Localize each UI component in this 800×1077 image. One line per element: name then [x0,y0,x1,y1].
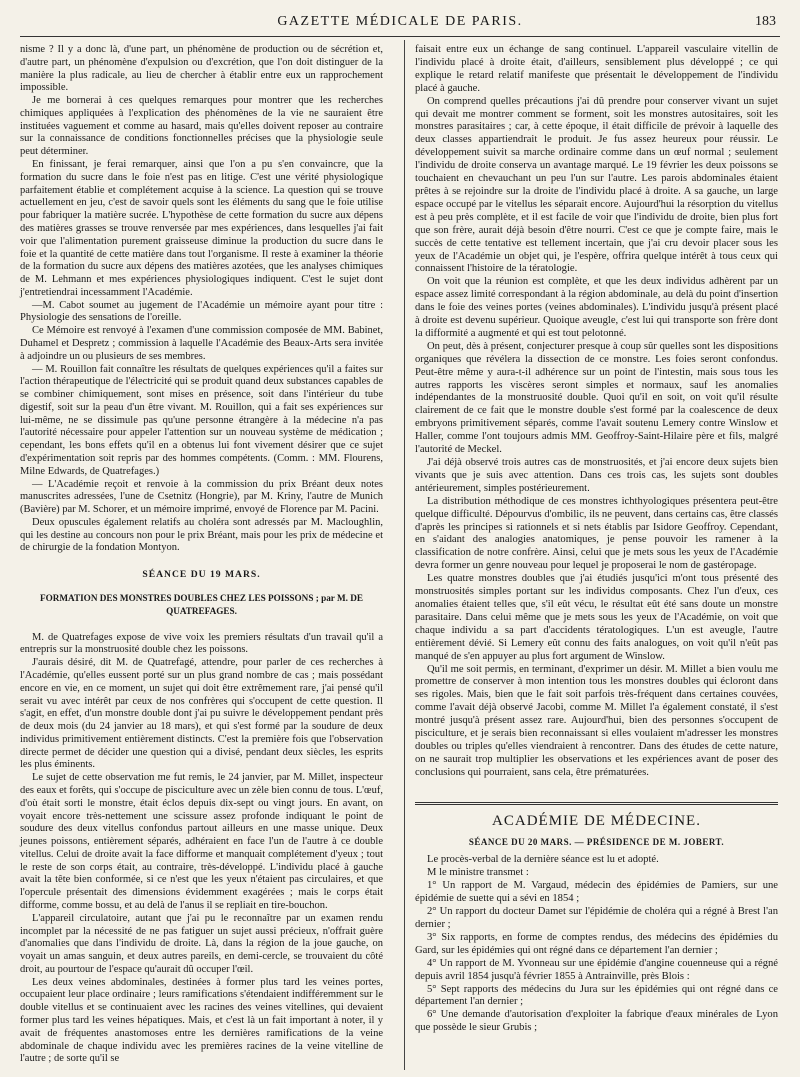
paragraph: J'ai déjà observé trois autres cas de monstruosités, et j'ai encore deux sujets bien vivants que je suis avec attention. Dans ces trois cas, les sujets sont doubles antérieurement, simples postérieurement. [415,457,778,494]
newspaper-page [20,0,780,1077]
page-header [20,14,780,37]
paragraph: Qu'il me soit permis, en terminant, d'exprimer un désir. M. Millet a bien voulu me promettre de conserver à mon intention tous les monstres doubles qui écloront dans ses rigoles. Mais, bien que le fait soit parfois très-fréquent dans certaines couvées, comme l'avait déjà observé Jacobi, comme M. Millet l'a également constaté, il s'est montré jusqu'à présent assez rare. Aujourd'hui, bien des personnes s'occupent de pisciculture, et je serais bien reconnaissant si elles voulaient m'adresser les monstres doubles ou triples qu'elles viendraient à rencontrer. Dans des études de cette nature, on ne saurait trop multiplier les observations et les expériences avant de poser des conclusions qui pourraient, sans cela, être prématurées. [415,663,778,778]
paragraph: — L'Académie reçoit et renvoie à la commission du prix Bréant deux notes manuscrites adressées, l'une de Csetnitz (Hongrie), par M. Kriny, l'autre de Munich (Bavière) par M. Schorer, et un mémoire imprimé, envoyé de Florence par M. Pacini. [20,478,383,516]
paragraph: On voit que la réunion est complète, et que les deux individus adhèrent par un espace assez limité correspondant à la région abdominale, au delà du point d'insertion dans le foie des veines portes (veines abdominales). L'individu jusqu'à présent placé à droite est devenu supérieur. Quoique aveugle, c'est lui qui transporte son frère dont la difformité a augmenté et qui est tout pelotonné. [415,276,778,339]
right-column [415,44,778,1035]
paragraph: En finissant, je ferai remarquer, ainsi que l'on a pu s'en convaincre, que la formation du sucre dans le foie n'est pas en litige. C'est une vérité physiologique parfaitement établie et complétement acquise à la science. La question qui se trouve actuellement en jeu, c'est de savoir quels sont les éléments du sang que le foie utilise pour fabriquer la matière sucrée. L'hypothèse de cette formation du sucre aux dépens des matières grasses se trouve renversée par mes expériences, dans lesquelles j'ai fait voir que l'alimentation purement graisseuse diminue la production du sucre dans le foie et la quantité de cette matière dans tout l'organisme. Il reste à examiner la théorie de la formation du sucre aux dépens des matières azotées, que les analyses chimiques de M. Lehmann et mes expériences physiologiques indiquent. C'est le sujet dont j'entretiendrai incessamment l'Académie. [20,159,383,298]
paragraph: Les deux veines abdominales, destinées à former plus tard les veines portes, occupaient leur place ordinaire ; leurs ramifications s'étendaient indifféremment sur le double vitellus et se continuaient avec les racines des veines vitellines, qui devaient former plus tard les veines hépatiques. Mais, et c'est là un fait important à noter, il y avait de fréquentes anastomoses entre les dernières ramifications de la veine abdominale de chaque individu avec les premières racines de la veine vitelline de l'autre ; de sorte qu'il se [20,976,383,1065]
list-item: 6° Une demande d'autorisation d'exploiter la fabrique d'eaux minérales de Lyon que possède le sieur Grubis ; [415,1009,778,1034]
list-item: 2° Un rapport du docteur Damet sur l'épidémie de choléra qui a régné à Brest l'an dernier ; [415,906,778,930]
list-item: Le procès-verbal de la dernière séance est lu et adopté. [427,854,659,866]
paragraph: Deux opuscules également relatifs au choléra sont adressés par M. Macloughlin, qui les destine au concours non pour le prix Bréant, mais pour les prix de médecine et de chirurgie de la fondation Montyon. [20,516,383,554]
session-heading: SÉANCE DU 19 MARS. [142,569,261,581]
list-item: M le ministre transmet : [427,867,529,879]
paragraph: Ce Mémoire est renvoyé à l'examen d'une commission composée de MM. Babinet, Duhamel et Despretz ; commission à laquelle l'Académie des Beaux-Arts sera invitée à adjoindre un ou plusieurs de ses membres. [20,325,383,362]
page-number: 183 [755,14,776,29]
paragraph: L'appareil circulatoire, autant que j'ai pu le reconnaître par un examen rendu incomplet par la nécessité de ne pas fatiguer un sujet aussi précieux, n'offrait guère d'anomalies que dans l'individu de droite. Là, dans la région de la joue gauche, on voyait un amas sanguin, et deux autres pareils, en demi-cercle, se trouvaient du côté droit, au pourtour de l'espace qu'aurait dû occuper l'œil. [20,912,383,975]
section-title: FORMATION DES MONSTRES DOUBLES CHEZ LES POISSONS ; par M. DE QUATREFAGES. [39,593,364,616]
list-item: 5° Sept rapports des médecins du Jura sur les épidémies qui ont régné dans ce département l'an dernier ; [415,983,778,1008]
paragraph: Les quatre monstres doubles que j'ai étudiés jusqu'ici m'ont tous présenté des monstruosités simples portant sur les individus composants. Chez l'un d'eux, ces anomalies étaient telles que, s'il eût vécu, le résultat eût été sans doute un monstre parasitaire. Dans celui même que je mets sous les yeux de l'Académie, on voit que chaque individu a sa part d'accidents tératologiques. L'un est aveugle, l'autre entièrement dévié. Si Lemery eût connu des faits analogues, on voit qu'il n'eût pas manqué de s'en appuyer au plus fort argument de Winslow. [415,573,778,662]
paragraph: nisme ? Il y a donc là, d'une part, un phénomène de production ou de sécrétion et, d'autre part, un phénomène d'expulsion ou d'excrétion, que l'on doit distinguer de la manière la plus radicale, au lieu de chercher à établir entre eux un rapprochement impossible. [20,44,383,94]
list-item: 4° Un rapport de M. Yvonneau sur une épidémie d'angine couenneuse qui a régné depuis avril 1854 jusqu'à février 1855 à Antrainville, près Blois : [415,957,778,982]
paragraph: M. de Quatrefages expose de vive voix les premiers résultats d'un travail qu'il a entrepris sur la monstruosité double chez les poissons. [20,631,383,656]
list-item: 3° Six rapports, en forme de comptes rendus, des médecins des épidémies du Gard, sur les épidémies qui ont régné dans ce département l'an dernier ; [415,931,778,956]
list-item: 1° Un rapport de M. Vargaud, médecin des épidémies de Pamiers, sur une épidémie de suette qui a sévi en 1854 ; [415,880,778,905]
paragraph: Je me bornerai à ces quelques remarques pour montrer que les recherches chimiques appliquées à l'explication des phénomènes de la vie ne sauraient être instituées vaguement et comme au hasard, mais qu'elles doivent reposer au contraire sur la connaissance de conditions fonctionnelles précises que la physiologie seule peut déterminer. [20,95,383,158]
paragraph: Le sujet de cette observation me fut remis, le 24 janvier, par M. Millet, inspecteur des eaux et forêts, qui s'occupe de pisciculture avec un zèle bien connu de tous. L'œuf, d'où était sorti le monstre, était éclos depuis dix-sept ou vingt jours. En avant, on voyait encore très-nettement une scissure assez profonde indiquant le point de soudure des deux vitellus confondus partout ailleurs en une masse unique. Deux jeunes poissons, entièrement séparés, adhéraient en face l'un de l'autre à ce double vitellus. Celui de droite avait la face difforme et manquait complétement d'yeux ; tout le reste de son corps était, au contraire, très-développé. L'individu placé à gauche avait la tête bien conformée, si ce n'est que les yeux n'étaient pas circulaires, et que l'opercule présentait des dimensions évidemment exagérées ; mais le corps était difforme, comme bossu, et au delà de l'anus il se repliait en tire-bouchon. [20,772,383,911]
left-column [20,44,383,1066]
paragraph: J'aurais désiré, dit M. de Quatrefagé, attendre, pour parler de ces recherches à l'Académie, qu'elles eussent porté sur un plus grand nombre de cas ; mais possédant encore en vie, en ce moment, un sujet qui doit être extrêmement rare, j'ai pensé qu'il serait vu avec intérêt par ceux de nos confrères qui s'occupent de cette question. Il s'agit, en effet, d'un monstre double dont j'ai pu suivre le développement pendant près de deux mois (du 24 janvier au 18 mars), et qui s'est formé par la soudure de deux individus primitivement entièrement distincts. C'est la première fois que l'observation directe permet de décider une question qui a divisé, pendant deux siècles, les esprits les plus éminents. [20,657,383,771]
paragraph: La distribution méthodique de ces monstres ichthyologiques présentera peut-être quelque difficulté. Dépourvus d'ombilic, ils ne peuvent, dans certains cas, être classés d'après les principes si rationnels et si nets établis par Isidore Geoffroy. Cependant, en s'aidant des analogies anatomiques, je pense pouvoir les ramener à la classification de notre confrère. Ainsi, celui que je mets sous les yeux de l'Académie devra former un genre nouveau pour lequel je proposerai le nom de gastéropage. [415,495,778,572]
column-divider [404,40,405,1070]
paragraph: — M. Rouillon fait connaître les résultats de quelques expériences qu'il a faites sur l'action thérapeutique de l'électricité qui se produit quand deux substances capables de se combiner chimiquement, sont mises en présence, soit dans l'intérieur du tube digestif, soit sur la peau d'un être vivant. M. Rouillon, qui a fait ses expériences sur lui-même, ne se dissimule pas qu'une personne étrangère à la médecine n'a pas l'autorité nécessaire pour appeler l'attention sur un nouveau système de médication ; cependant, les bons effets qu'il en a obtenus lui font vivement désirer que ce sujet d'expérimentation soit repris par des hommes compétents. (Comm. : MM. Flourens, Milne Edwards, de Quatrefages.) [20,363,383,477]
paragraph: —M. Cabot soumet au jugement de l'Académie un mémoire ayant pour titre : Physiologie des sensations de l'oreille. [20,299,383,324]
academy-title: ACADÉMIE DE MÉDECINE. [415,802,778,828]
paragraph: On comprend quelles précautions j'ai dû prendre pour conserver vivant un sujet qui devait me montrer comment se forment, soit les monstres autositaires, soit les monstres parasitaires ; car, à cette époque, il était difficile de prévoir à laquelle des deux classes appartiendrait le produit. Je fus assez heureux pour réussir. Le développement suivit sa marche ordinaire comme dans un œuf normal ; seulement l'individu de droite conserva un avantage marqué. Le 19 février les deux poissons se touchaient en chevauchant un peu l'un sur l'autre. Les parois abdominales étaient prêtes à se rejoindre sur la droite de l'individu placé à droite. A sa gauche, un large espace occupé par le vitellus les séparait encore. Aujourd'hui la résorption du vitellus est à peu près complète, et il est facile de voir que l'individu de droite, bien plus fort que son frère, aurait déjà besoin d'être nourri. C'est ce que je compte faire, mais le succès de cette tentative est tellement incertain, que j'ai cru devoir placer sous les yeux de l'Académie un objet qui, je l'espère, offrira quelque intérêt à tous ceux qui connaissent l'histoire de la tératologie. [415,95,778,275]
paragraph: On peut, dès à présent, conjecturer presque à coup sûr quelles sont les dispositions organiques que révélera la dissection de ce monstre. Les foies seront confondus. Peut-être même y aura-t-il adhérence sur un point de l'intestin, mais sous tous les autres rapports les viscères seront simples et normaux, sauf les anomalies indépendantes de la monstruosité double. Quoi qu'il en soit, on voit qu'il résulte clairement de ce fait que le monstre double s'est formé par la coalescence de deux embryons primitivement séparés, comme l'avait soutenu Lemery contre Winslow et Haller, comme l'ont toujours admis MM. Geoffroy-Saint-Hilaire père et fils, malgré l'autorité de Meckel. [415,340,778,456]
running-title: GAZETTE MÉDICALE DE PARIS. [277,14,523,29]
paragraph: faisait entre eux un échange de sang continuel. L'appareil vasculaire vitellin de l'individu placé à droite était, d'ailleurs, sensiblement plus développé ; ce qui explique le retard relatif manifeste que présentait le développement de l'individu placé à gauche. [415,44,778,94]
academy-session-heading: SÉANCE DU 20 MARS. — PRÉSIDENCE DE M. JOBERT. [468,836,725,847]
